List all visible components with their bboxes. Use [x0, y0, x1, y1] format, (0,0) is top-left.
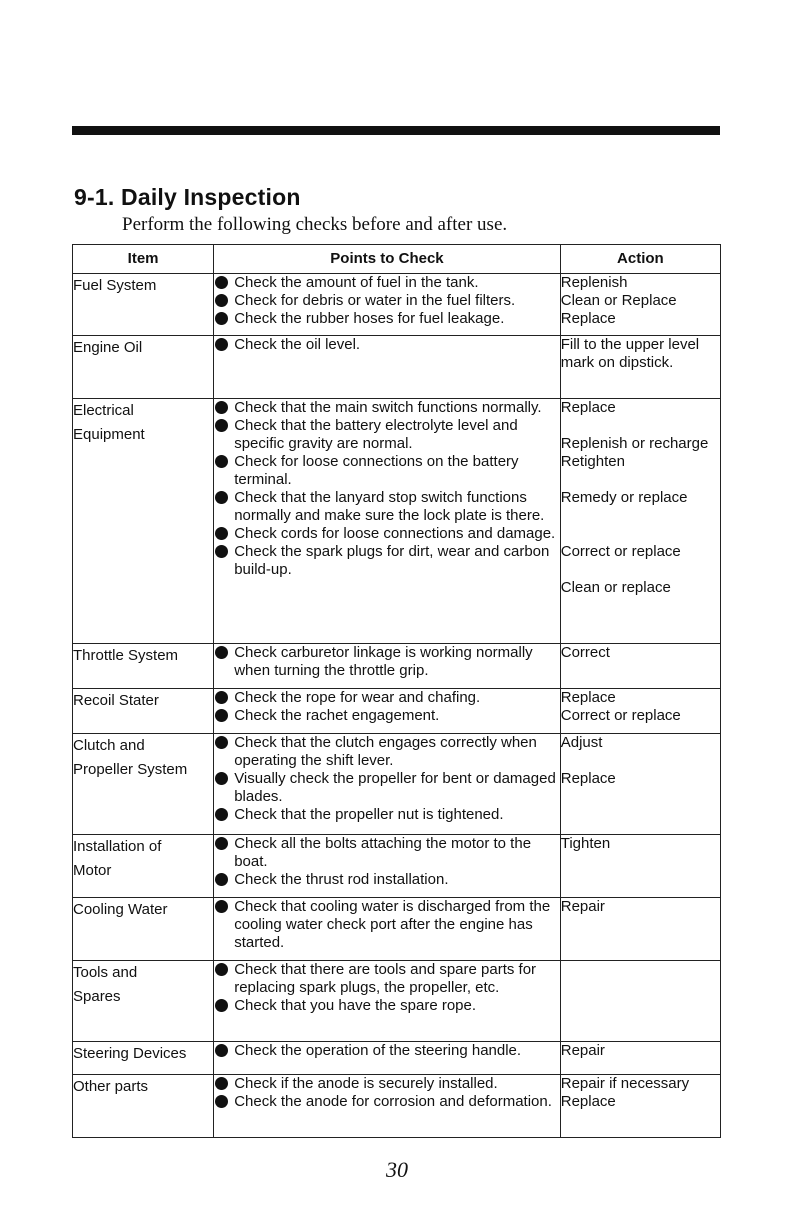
check-point: Check the rope for wear and chafing. — [214, 689, 560, 707]
action-cell — [560, 961, 720, 1042]
section-intro: Perform the following checks before and after use. — [122, 214, 508, 235]
points-cell — [214, 835, 561, 898]
action-cell — [560, 898, 720, 961]
table-row — [73, 898, 721, 961]
item-label-line: Clutch and — [73, 737, 145, 754]
check-point: Check for loose connections on the battery terminal. — [214, 453, 560, 489]
item-label-line: Spares — [73, 988, 121, 1005]
table-row — [73, 1075, 721, 1138]
item-cell — [73, 644, 214, 689]
check-point: Check that the main switch functions normally. — [214, 399, 560, 417]
item-label-line: Other parts — [73, 1078, 149, 1095]
check-point: Check that the clutch engages correctly when operating the shift lever. — [214, 734, 560, 770]
item-label-line: Throttle System — [73, 647, 179, 664]
action-text: Correct — [560, 644, 610, 661]
action-cell — [560, 689, 720, 734]
check-point: Check for debris or water in the fuel filters. — [214, 292, 560, 310]
item-cell — [73, 274, 214, 336]
check-point: Check the operation of the steering handle. — [214, 1042, 560, 1060]
item-label-line: Propeller System — [73, 761, 188, 778]
check-point: Check that cooling water is discharged from the cooling water check port after the engine has started. — [214, 898, 560, 952]
action-spacer — [561, 525, 720, 543]
points-cell — [214, 274, 561, 336]
check-point: Check carburetor linkage is working normally when turning the throttle grip. — [214, 644, 560, 680]
action-text: Repair — [560, 1042, 605, 1059]
item-label-line: Cooling Water — [73, 901, 168, 918]
item-label-line: Tools and — [73, 964, 138, 981]
action-text: Tighten — [560, 835, 611, 852]
item-label-line: Recoil Stater — [73, 692, 159, 709]
check-point: Check the rachet engagement. — [214, 707, 560, 725]
points-cell — [214, 961, 561, 1042]
action-text: Replace — [560, 1093, 616, 1110]
table-row — [73, 399, 721, 644]
item-label-line: Steering Devices — [73, 1045, 187, 1062]
item-label-line: Motor — [73, 862, 112, 879]
page-number: 30 — [386, 1157, 408, 1182]
points-cell — [214, 734, 561, 835]
item-label-line: Installation of — [73, 838, 162, 855]
table-row — [73, 689, 721, 734]
item-cell — [73, 835, 214, 898]
check-point: Check the spark plugs for dirt, wear and carbon build-up. — [214, 543, 560, 579]
table-row — [73, 274, 721, 336]
action-cell — [560, 1042, 720, 1075]
action-cell — [560, 274, 720, 336]
points-cell — [214, 898, 561, 961]
action-text: Replenish or recharge — [560, 435, 709, 452]
check-point: Check that there are tools and spare parts for replacing spark plugs, the propeller, etc. — [214, 961, 560, 997]
header-rule — [72, 126, 720, 135]
item-cell — [73, 961, 214, 1042]
item-cell — [73, 1042, 214, 1075]
points-cell — [214, 336, 561, 399]
action-text: Replenish — [560, 274, 628, 291]
check-point: Check cords for loose connections and damage. — [214, 525, 560, 543]
item-cell — [73, 399, 214, 644]
check-point: Check the anode for corrosion and deformation. — [214, 1093, 560, 1111]
table-row — [73, 644, 721, 689]
table-row — [73, 961, 721, 1042]
points-cell — [214, 1042, 561, 1075]
table-body — [73, 274, 721, 1138]
action-cell — [560, 336, 720, 399]
daily-inspection-table — [72, 244, 721, 1138]
action-text: Retighten — [560, 453, 625, 470]
check-point: Check the amount of fuel in the tank. — [214, 274, 560, 292]
header-action: Action — [560, 245, 720, 274]
action-cell — [560, 399, 720, 644]
action-spacer — [561, 471, 720, 489]
action-spacer — [561, 752, 720, 770]
check-point: Check the thrust rod installation. — [214, 871, 560, 889]
item-label-line: Equipment — [73, 426, 145, 443]
table-row — [73, 1042, 721, 1075]
item-label-line: Electrical — [73, 402, 134, 419]
action-spacer — [561, 561, 720, 579]
action-text: Replace — [560, 310, 616, 327]
action-text: Replace — [560, 399, 616, 416]
header-item: Item — [73, 245, 214, 274]
header-points: Points to Check — [214, 245, 561, 274]
action-spacer — [561, 507, 720, 525]
check-point: Check that the propeller nut is tightened. — [214, 806, 560, 824]
item-label-line: Engine Oil — [73, 339, 143, 356]
table-row — [73, 336, 721, 399]
points-cell — [214, 399, 561, 644]
check-point: Check the oil level. — [214, 336, 560, 354]
check-point: Check the rubber hoses for fuel leakage. — [214, 310, 560, 328]
check-point: Check all the bolts attaching the motor to the boat. — [214, 835, 560, 871]
action-text: Replace — [560, 770, 616, 787]
item-cell — [73, 336, 214, 399]
item-label-line: Fuel System — [73, 277, 157, 294]
action-spacer — [561, 417, 720, 435]
action-cell — [560, 734, 720, 835]
points-cell — [214, 644, 561, 689]
check-point: Check that the lanyard stop switch functions normally and make sure the lock plate is there. — [214, 489, 560, 525]
item-cell — [73, 1075, 214, 1138]
table-row — [73, 734, 721, 835]
item-cell — [73, 734, 214, 835]
item-cell — [73, 898, 214, 961]
action-text: Correct or replace — [560, 543, 681, 560]
action-text: Fill to the upper level mark on dipstick. — [560, 336, 700, 371]
action-text: Replace — [560, 689, 616, 706]
action-text: Repair — [560, 898, 605, 915]
action-text: Clean or Replace — [560, 292, 677, 309]
action-cell — [560, 835, 720, 898]
action-cell — [560, 644, 720, 689]
check-point: Check that you have the spare rope. — [214, 997, 560, 1015]
action-text: Correct or replace — [560, 707, 681, 724]
action-cell — [560, 1075, 720, 1138]
check-point: Check that the battery electrolyte level and specific gravity are normal. — [214, 417, 560, 453]
action-text: Remedy or replace — [560, 489, 688, 506]
item-cell — [73, 689, 214, 734]
action-text: Clean or replace — [560, 579, 671, 596]
section-title: 9-1. Daily Inspection — [74, 184, 301, 210]
check-point: Visually check the propeller for bent or damaged blades. — [214, 770, 560, 806]
action-text: Repair if necessary — [560, 1075, 690, 1092]
action-text: Adjust — [560, 734, 603, 751]
points-cell — [214, 689, 561, 734]
points-cell — [214, 1075, 561, 1138]
table-row — [73, 835, 721, 898]
check-point: Check if the anode is securely installed. — [214, 1075, 560, 1093]
table-header-row — [73, 245, 721, 274]
